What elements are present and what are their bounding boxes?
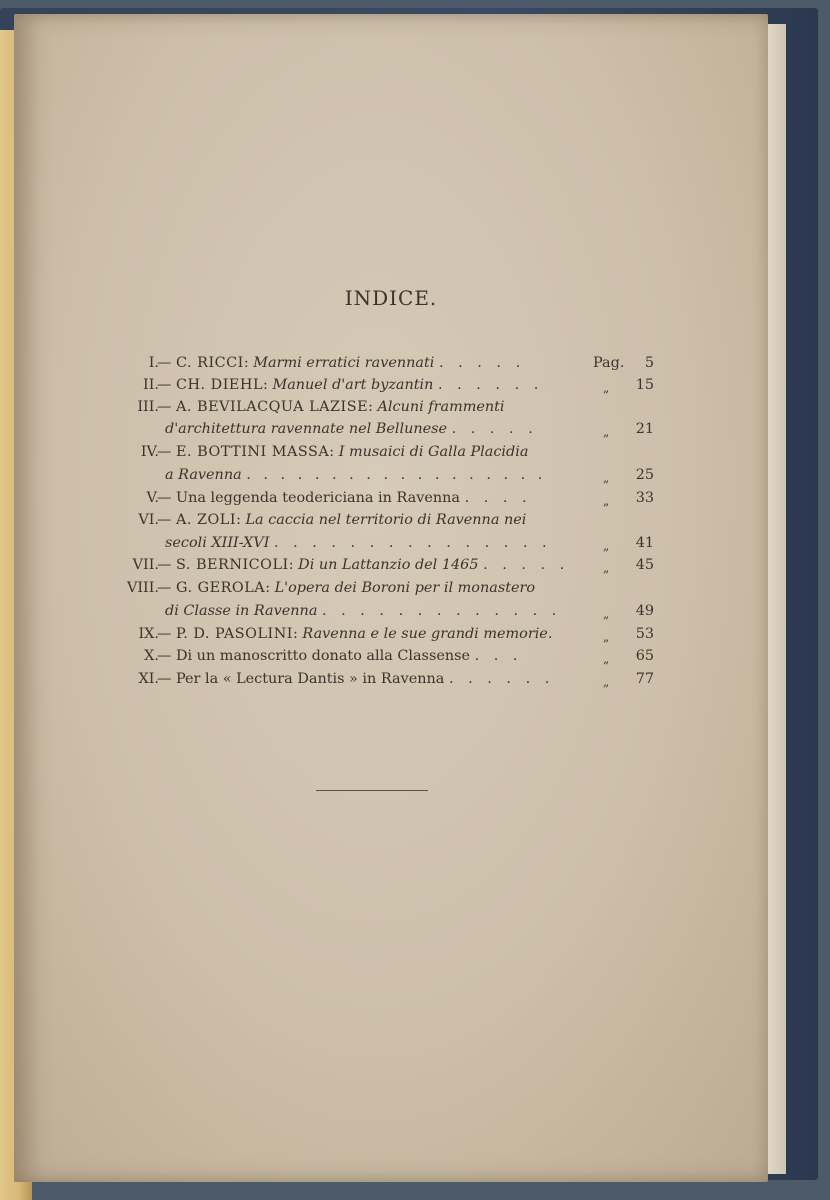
- ditto-mark: „: [603, 675, 610, 689]
- entry-number: VI.: [138, 512, 159, 528]
- leader-dots: . . . . .: [451, 421, 538, 437]
- index-entry-continuation: [14, 603, 768, 625]
- closing-rule: [316, 790, 428, 791]
- entry-title-cont-text: di Classe in Ravenna: [165, 603, 318, 619]
- leader-dots: . . . . . . . . . . . . . . .: [273, 535, 552, 551]
- entry-page: 33: [635, 490, 654, 506]
- entry-title: La caccia nel territorio di Ravenna nei: [245, 512, 527, 528]
- entry-page: 49: [635, 603, 654, 619]
- entry-text: — CH. DIEHL: Manuel d'art byzantin . . . . . .: [157, 377, 544, 393]
- entry-author: P. D. PASOLINI: [175, 626, 293, 642]
- index-entry: [14, 377, 768, 399]
- entry-page: 53: [635, 626, 654, 642]
- entry-number: VII.: [132, 557, 159, 573]
- entry-title: Di un Lattanzio del 1465: [298, 557, 479, 573]
- entry-title: Manuel d'art byzantin: [272, 377, 434, 393]
- entry-title: Una leggenda teodericiana in Ravenna: [175, 490, 461, 506]
- entry-author: A. BEVILACQUA LAZISE: [175, 399, 369, 415]
- entry-author: G. GEROLA: [175, 580, 266, 596]
- entry-text: — A. BEVILACQUA LAZISE: Alcuni frammenti: [157, 399, 505, 415]
- index-entry: [14, 671, 768, 693]
- ditto-mark: „: [603, 539, 610, 553]
- entry-number: VIII.: [126, 580, 159, 596]
- index-entry: [14, 444, 768, 466]
- ditto-mark: „: [603, 652, 610, 666]
- entry-page: 15: [635, 377, 654, 393]
- entry-title: Per la « Lectura Dantis » in Ravenna: [175, 671, 445, 687]
- entry-page: 77: [635, 671, 654, 687]
- index-entry: [14, 355, 768, 377]
- index-entry: [14, 557, 768, 579]
- entry-author: A. ZOLI: [175, 512, 237, 528]
- entry-title-continued: [165, 467, 546, 483]
- entry-author: E. BOTTINI MASSA: [175, 444, 330, 460]
- entry-title-continued: [165, 535, 552, 551]
- index-entry: [14, 648, 768, 670]
- index-entry: [14, 490, 768, 512]
- entry-page: 45: [635, 557, 654, 573]
- index-page: [14, 14, 768, 1182]
- entry-title: Ravenna e le sue grandi memorie.: [302, 626, 553, 642]
- entry-author: C. RICCI: [175, 355, 244, 371]
- entry-number: IX.: [138, 626, 159, 642]
- entry-text: — A. ZOLI: La caccia nel territorio di Ravenna nei: [157, 512, 527, 528]
- entry-title-continued: [165, 421, 538, 437]
- leader-dots: . . . .: [464, 490, 532, 506]
- entry-page: 21: [635, 421, 654, 437]
- entry-text: — P. D. PASOLINI: Ravenna e le sue grandi memorie.: [157, 626, 553, 642]
- entry-title-cont-text: d'architettura ravennate nel Bellunese: [165, 421, 448, 437]
- entry-number: IV.: [140, 444, 159, 460]
- leader-dots: . . . . .: [438, 355, 526, 371]
- entry-number: II.: [143, 377, 159, 393]
- entry-author: CH. DIEHL: [175, 377, 264, 393]
- index-entry-continuation: [14, 421, 768, 443]
- entry-title: L'opera dei Boroni per il monastero: [274, 580, 536, 596]
- index-entry-continuation: [14, 535, 768, 557]
- ditto-mark: „: [603, 494, 610, 508]
- ditto-mark: „: [603, 471, 610, 485]
- entry-title-continued: [165, 603, 561, 619]
- entry-page: 65: [635, 648, 654, 664]
- leader-dots: . . . . . .: [437, 377, 544, 393]
- index-entry: [14, 626, 768, 648]
- entry-text: — Di un manoscritto donato alla Classense . . .: [157, 648, 523, 664]
- entry-text: — S. BERNICOLI: Di un Lattanzio del 1465 . . . . .: [157, 557, 570, 573]
- leader-dots: . . . . . . . . . . . . . . . . . .: [246, 467, 547, 483]
- index-entry: [14, 580, 768, 602]
- leader-dots: . . . . .: [483, 557, 570, 573]
- entry-number: I.: [148, 355, 159, 371]
- entry-page: 25: [635, 467, 654, 483]
- entry-title: Di un manoscritto donato alla Classense: [175, 648, 471, 664]
- leader-dots: . . .: [474, 648, 523, 664]
- ditto-mark: „: [603, 561, 610, 575]
- entry-title-cont-text: a Ravenna: [165, 467, 242, 483]
- ditto-mark: „: [603, 630, 610, 644]
- entry-title: Alcuni frammenti: [377, 399, 505, 415]
- entry-number: XI.: [138, 671, 159, 687]
- entry-number: V.: [146, 490, 159, 506]
- entry-number: III.: [137, 399, 159, 415]
- ditto-mark: „: [603, 425, 610, 439]
- ditto-mark: „: [603, 607, 610, 621]
- page-title: INDICE.: [344, 286, 438, 310]
- index-entry-continuation: [14, 467, 768, 489]
- leader-dots: . . . . . .: [448, 671, 555, 687]
- entry-number: X.: [144, 648, 159, 664]
- entry-title: Marmi erratici ravennati: [253, 355, 435, 371]
- entry-author: S. BERNICOLI: [175, 557, 289, 573]
- page-prefix: Pag.: [593, 355, 625, 371]
- entry-page: 41: [635, 535, 654, 551]
- index-entry: [14, 512, 768, 534]
- entry-text: — Una leggenda teodericiana in Ravenna . . . .: [157, 490, 532, 506]
- entry-text: — E. BOTTINI MASSA: I musaici di Galla Placidia: [157, 444, 529, 460]
- entry-page: 5: [644, 355, 654, 371]
- entry-text: — C. RICCI: Marmi erratici ravennati . . . . .: [157, 355, 526, 371]
- entry-title-cont-text: secoli XIII-XVI: [165, 535, 270, 551]
- entry-title: I musaici di Galla Placidia: [338, 444, 529, 460]
- entry-text: — Per la « Lectura Dantis » in Ravenna . . . . . .: [157, 671, 555, 687]
- leader-dots: . . . . . . . . . . . . .: [321, 603, 562, 619]
- ditto-mark: „: [603, 381, 610, 395]
- entry-text: — G. GEROLA: L'opera dei Boroni per il monastero: [157, 580, 536, 596]
- index-entry: [14, 399, 768, 421]
